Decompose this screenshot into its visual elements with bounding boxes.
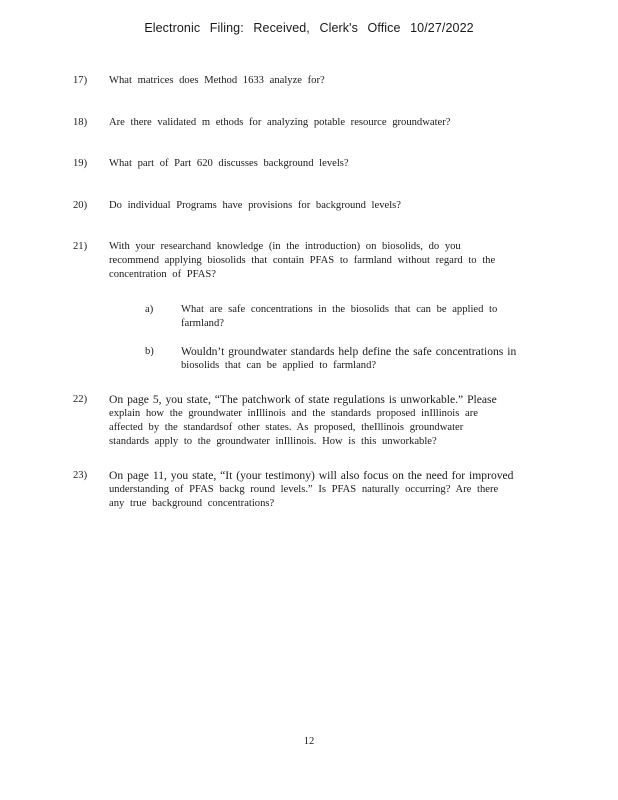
question-line: explain how the groundwater inIllinois and the standards proposed inIllinois are — [109, 408, 478, 419]
question-number: 23) — [73, 470, 88, 481]
question-number: 20) — [73, 200, 88, 211]
question-line: any true background concentrations? — [109, 498, 275, 509]
question-text — [109, 116, 521, 130]
filing-header: Electronic Filing: Received, Clerk's Office 10/27/2022 — [144, 21, 474, 35]
question-line: concentration of PFAS? — [109, 269, 217, 280]
subquestion-text — [181, 303, 526, 331]
question-text — [109, 393, 521, 449]
subquestion-line: biosolids that can be applied to farmland? — [181, 360, 377, 371]
question-line: understanding of PFAS backg round levels.” Is PFAS naturally occurring? Are there — [109, 484, 499, 495]
subquestion-letter: a) — [145, 304, 154, 315]
question-number: 18) — [73, 117, 88, 128]
question-line: What matrices does Method 1633 analyze for? — [109, 75, 325, 86]
question-line: standards apply to the groundwater inIllinois. How is this unworkable? — [109, 436, 437, 447]
question-number: 17) — [73, 75, 88, 86]
question-text — [109, 199, 521, 213]
question-number: 19) — [73, 158, 88, 169]
question-line: On page 5, you state, “The patchwork of state regulations is unworkable.” Please — [109, 393, 497, 406]
question-text — [109, 240, 521, 282]
question-line: On page 11, you state, “It (your testimony) will also focus on the need for improved — [109, 469, 514, 482]
question-line: affected by the standardsof other states. As proposed, theIllinois groundwater — [109, 422, 464, 433]
subquestion-line: What are safe concentrations in the biosolids that can be applied to — [181, 304, 498, 315]
question-text — [109, 157, 521, 171]
question-line: What part of Part 620 discusses background levels? — [109, 158, 349, 169]
question-text — [109, 469, 521, 511]
subquestion-line: farmland? — [181, 318, 224, 329]
subquestion-line: Wouldn’t groundwater standards help define the safe concentrations in — [181, 345, 517, 358]
question-line: Are there validated m ethods for analyzing potable resource groundwater? — [109, 117, 451, 128]
page-number: 12 — [303, 736, 315, 747]
subquestion-letter: b) — [145, 346, 154, 357]
question-line: Do individual Programs have provisions for background levels? — [109, 200, 401, 211]
question-text — [109, 74, 521, 88]
question-number: 21) — [73, 241, 88, 252]
subquestion-text — [181, 345, 526, 373]
question-line: recommend applying biosolids that contain PFAS to farmland without regard to the — [109, 255, 496, 266]
question-line: With your researchand knowledge (in the introduction) on biosolids, do you — [109, 241, 461, 252]
question-number: 22) — [73, 394, 88, 405]
